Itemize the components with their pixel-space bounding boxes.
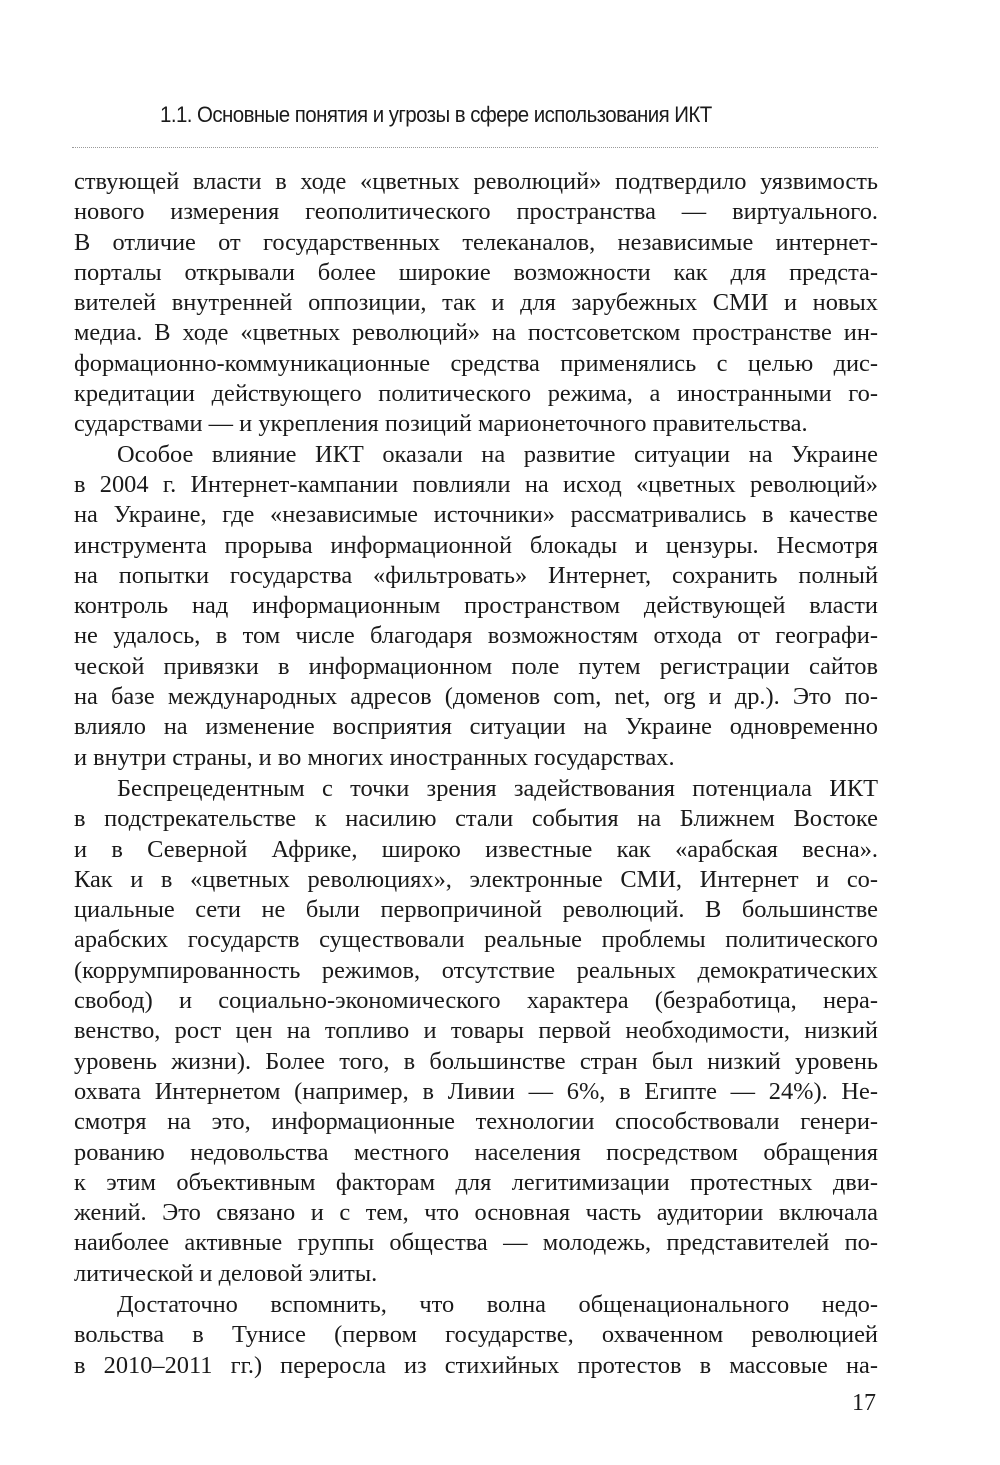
text-line: в 2004 г. Интернет-кампании повлияли на исход «цветных революций» bbox=[74, 470, 878, 498]
text-line: рованию недовольства местного населения посредством обращения bbox=[74, 1138, 878, 1166]
paragraph-3 bbox=[74, 774, 878, 1289]
body-text bbox=[74, 167, 878, 1381]
text-line: циальные сети не были первопричиной революций. В большинстве bbox=[74, 896, 878, 924]
text-line: в 2010–2011 гг.) переросла из стихийных протестов в массовые на- bbox=[74, 1351, 878, 1379]
text-line: ствующей власти в ходе «цветных революций» подтвердило уязвимость bbox=[74, 168, 878, 195]
text-line: смотря на это, информационные технологии способствовали генери- bbox=[74, 1108, 878, 1136]
text-line: В отличие от государственных телеканалов, независимые интернет- bbox=[74, 228, 878, 256]
text-line: литической и деловой элиты. bbox=[74, 1259, 378, 1287]
running-header: 1.1. Основные понятия и угрозы в сфере использования ИКТ bbox=[160, 102, 712, 127]
text-line: формационно-коммуникационные средства применялись с целью дис- bbox=[74, 349, 878, 377]
text-line: венство, рост цен на топливо и товары первой необходимости, низкий bbox=[74, 1017, 878, 1045]
text-line: ческой привязки в информационном поле путем регистрации сайтов bbox=[74, 652, 878, 680]
text-line: жений. Это связано и с тем, что основная часть аудитории включала bbox=[74, 1199, 878, 1227]
text-line: и в Северной Африке, широко известные как «арабская весна». bbox=[74, 835, 878, 863]
text-line: нового измерения геополитического пространства — виртуального. bbox=[74, 198, 878, 226]
text-line: на Украине, где «независимые источники» рассматривались в качестве bbox=[74, 501, 878, 529]
text-line: и внутри страны, и во многих иностранных государствах. bbox=[74, 743, 675, 771]
text-line: Беспрецедентным с точки зрения задействования потенциала ИКТ bbox=[117, 774, 878, 802]
text-line: Достаточно вспомнить, что волна общенационального недо- bbox=[117, 1290, 878, 1318]
paragraph-1 bbox=[74, 167, 878, 440]
text-line: уровень жизни). Более того, в большинстве стран был низкий уровень bbox=[74, 1047, 878, 1075]
page-number: 17 bbox=[852, 1390, 876, 1416]
text-line: вителей внутренней оппозиции, так и для зарубежных СМИ и новых bbox=[74, 289, 878, 317]
text-line: инструмента прорыва информационной блокады и цензуры. Несмотря bbox=[74, 531, 878, 559]
header-rule bbox=[72, 147, 878, 148]
paragraph-4 bbox=[74, 1290, 878, 1381]
text-line: контроль над информационным пространством действующей власти bbox=[74, 592, 878, 620]
text-line: порталы открывали более широкие возможности как для предста- bbox=[74, 258, 878, 286]
text-line: влияло на изменение восприятия ситуации на Украине одновременно bbox=[74, 713, 878, 741]
text-line: наиболее активные группы общества — молодежь, представителей по- bbox=[74, 1229, 878, 1257]
text-line: вольства в Тунисе (первом государстве, охваченном революцией bbox=[74, 1321, 878, 1349]
text-line: Как и в «цветных революциях», электронные СМИ, Интернет и со- bbox=[74, 865, 878, 893]
text-line: в подстрекательстве к насилию стали события на Ближнем Востоке bbox=[74, 805, 878, 833]
text-line: на попытки государства «фильтровать» Интернет, сохранить полный bbox=[74, 561, 878, 589]
text-line: медиа. В ходе «цветных революций» на постсоветском пространстве ин- bbox=[74, 319, 878, 347]
text-line: кредитации действующего политического режима, а иностранными го- bbox=[74, 380, 878, 408]
text-line: (коррумпированность режимов, отсутствие реальных демократических bbox=[74, 956, 878, 984]
text-line: Особое влияние ИКТ оказали на развитие ситуации на Украине bbox=[117, 440, 878, 468]
text-line: арабских государств существовали реальные проблемы политического bbox=[74, 926, 878, 954]
text-line: не удалось, в том числе благодаря возможностям отхода от географи- bbox=[74, 622, 878, 650]
text-line: сударствами — и укрепления позиций марионеточного правительства. bbox=[74, 410, 808, 438]
text-line: к этим объективным факторам для легитимизации протестных дви- bbox=[74, 1168, 878, 1196]
paragraph-2 bbox=[74, 440, 878, 773]
text-line: на базе международных адресов (доменов com, net, org и др.). Это по- bbox=[74, 683, 878, 711]
text-line: охвата Интернетом (например, в Ливии — 6%, в Египте — 24%). Не- bbox=[74, 1077, 878, 1105]
text-line: свобод) и социально-экономического характера (безработица, нера- bbox=[74, 987, 878, 1015]
